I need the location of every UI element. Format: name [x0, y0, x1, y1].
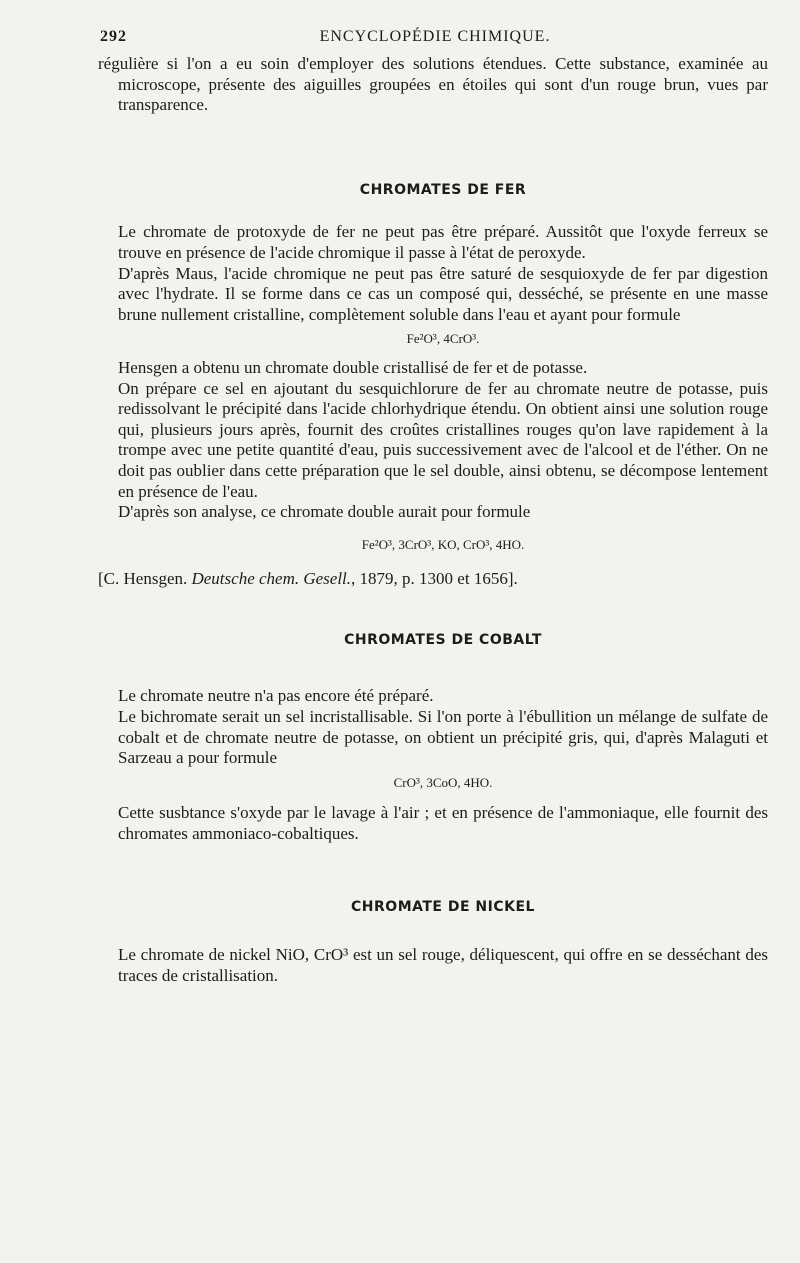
paragraph: On prépare ce sel en ajoutant du sesquichlorure de fer au chromate neutre de potasse, puis redissolvant le précipité dans l'acide chlorhydrique étendu. On obtient ainsi une solution rouge qui, plusieurs jours après, fournit des croûtes cristallines rouges qu'on lave rapidement à la trompe avec une petite quantité d'eau, puis successivement avec de l'alcool et de l'éther. On ne doit pas oublier dans cette préparation que le sel double, ainsi obtenu, se décompose lentement en présence de l'eau. [118, 378, 768, 501]
formula: CrO³, 3CoO, 4HO. [393, 774, 493, 790]
section-title-chromates-de-fer: CHROMATES DE FER [359, 181, 527, 198]
intro-paragraph: régulière si l'on a eu soin d'employer des solutions étendues. Cette substance, examinée au microscope, présente des aiguilles groupées en étoiles qui sont d'un rouge brun, vues par transparence. [98, 54, 768, 115]
running-title: ENCYCLOPÉDIE CHIMIQUE. [319, 28, 551, 45]
page-content [98, 54, 768, 986]
reference-journal: Deutsche chem. Gesell. [191, 569, 352, 589]
reference-suffix: , 1879, p. 1300 et 1656]. [351, 569, 518, 589]
page-header [100, 28, 770, 52]
paragraph: Hensgen a obtenu un chromate double cristallisé de fer et de potasse. [118, 357, 588, 377]
formula: Fe²O³, 4CrO³. [406, 331, 480, 347]
paragraph: Le chromate neutre n'a pas encore été préparé. [118, 686, 434, 706]
formula: Fe²O³, 3CrO³, KO, CrO³, 4HO. [361, 536, 525, 552]
paragraph: Le chromate de nickel NiO, CrO³ est un sel rouge, déliquescent, qui offre en se desséchant des traces de cristallisation. [118, 945, 768, 985]
paragraph: Le chromate de protoxyde de fer ne peut pas être préparé. Aussitôt que l'oxyde ferreux se trouve en présence de l'acide chromique il passe à l'état de peroxyde. [118, 222, 768, 262]
reference [98, 569, 768, 590]
paragraph: D'après son analyse, ce chromate double aurait pour formule [118, 502, 531, 522]
paragraph: D'après Maus, l'acide chromique ne peut pas être saturé de sesquioxyde de fer par digestion avec l'hydrate. Il se forme dans ce cas un composé qui, desséché, se présente en une masse brune nullement cristalline, complètement soluble dans l'eau et ayant pour formule [118, 263, 768, 324]
page-number: 292 [100, 28, 127, 45]
section-title-chromates-de-cobalt: CHROMATES DE COBALT [344, 631, 542, 648]
paragraph: Le bichromate serait un sel incristallisable. Si l'on porte à l'ébullition un mélange de sulfate de cobalt et de chromate neutre de potasse, on obtient un précipité gris, qui, d'après Malaguti et Sarzeau a pour formule [118, 707, 768, 768]
paragraph: Cette susbtance s'oxyde par le lavage à l'air ; et en présence de l'ammoniaque, elle fournit des chromates ammoniaco-cobaltiques. [118, 803, 768, 844]
reference-prefix: [C. Hensgen. [98, 569, 192, 589]
section-title-chromate-de-nickel: CHROMATE DE NICKEL [351, 898, 535, 915]
